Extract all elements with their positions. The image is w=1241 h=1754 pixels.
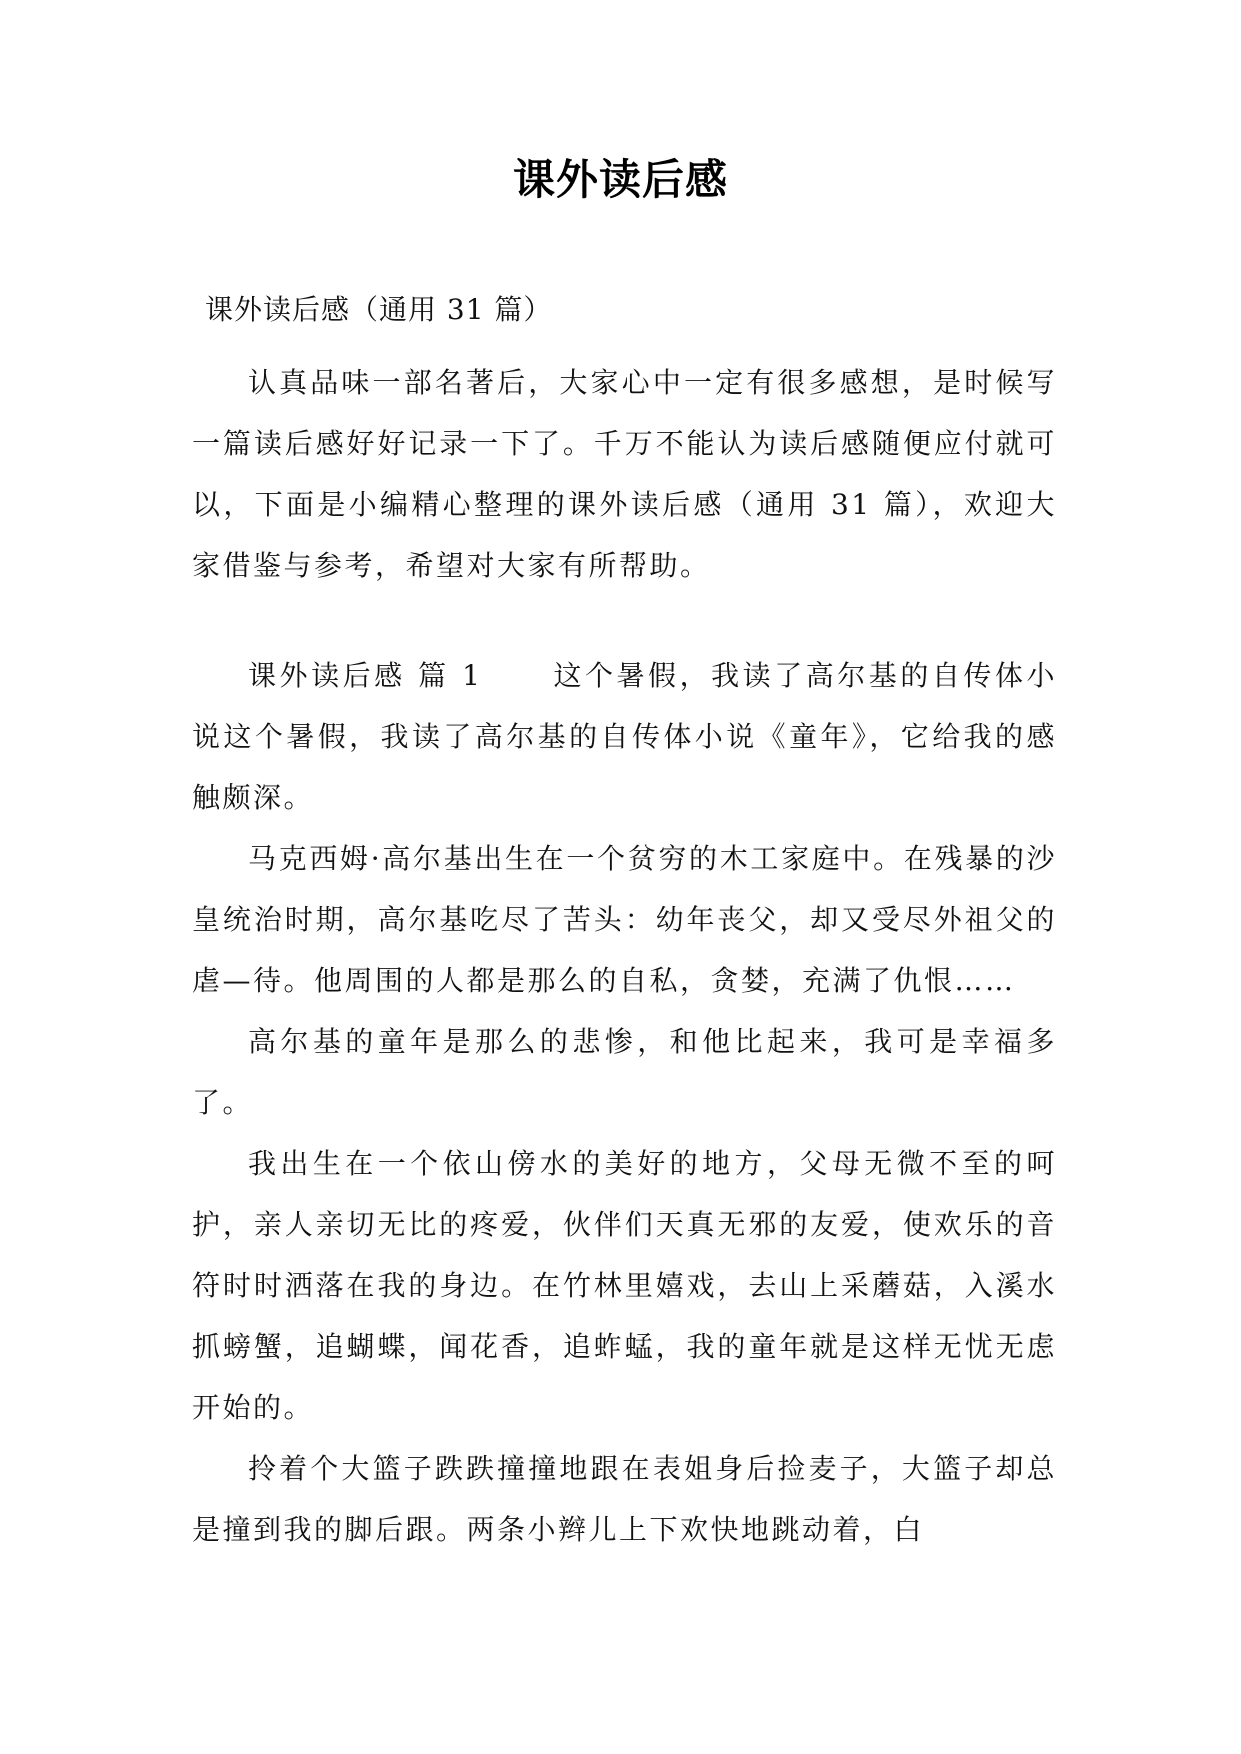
body-paragraph: 高尔基的童年是那么的悲惨，和他比起来，我可是幸福多了。	[192, 1025, 1057, 1119]
section-1-first-paragraph	[192, 645, 1057, 828]
body-paragraph: 拎着个大篮子跌跌撞撞地跟在表姐身后捡麦子，大篮子却总是撞到我的脚后跟。两条小辫儿上下欢快地跳动着，白	[192, 1452, 1057, 1546]
body-paragraph: 马克西姆·高尔基出生在一个贫穷的木工家庭中。在残暴的沙皇统治时期，高尔基吃尽了苦头：幼年丧父，却又受尽外祖父的虐—待。他周围的人都是那么的自私，贪婪，充满了仇恨……	[192, 842, 1057, 997]
body-paragraph: 我出生在一个依山傍水的美好的地方，父母无微不至的呵护，亲人亲切无比的疼爱，伙伴们天真无邪的友爱，使欢乐的音符时时洒落在我的身边。在竹林里嬉戏，去山上采蘑菇，入溪水抓螃蟹，追蝴蝶，闻花香，追蚱蜢，我的童年就是这样无忧无虑开始的。	[192, 1147, 1057, 1424]
document-title: 课外读后感	[512, 155, 728, 204]
document-subtitle: 课外读后感（通用 31 篇）	[205, 293, 553, 326]
section-heading: 课外读后感 篇 1	[248, 659, 483, 692]
intro-paragraph: 认真品味一部名著后，大家心中一定有很多感想，是时候写一篇读后感好好记录一下了。千万不能认为读后感随便应付就可以，下面是小编精心整理的课外读后感（通用 31 篇），欢迎大家借鉴与参考，希望对大家有所帮助。	[192, 366, 1057, 582]
document-body	[192, 352, 1057, 1560]
paragraph-text: 这个暑假，我读了高尔基的自传体小说这个暑假，我读了高尔基的自传体小说《童年》，它给我的感触颇深。	[192, 659, 1057, 814]
